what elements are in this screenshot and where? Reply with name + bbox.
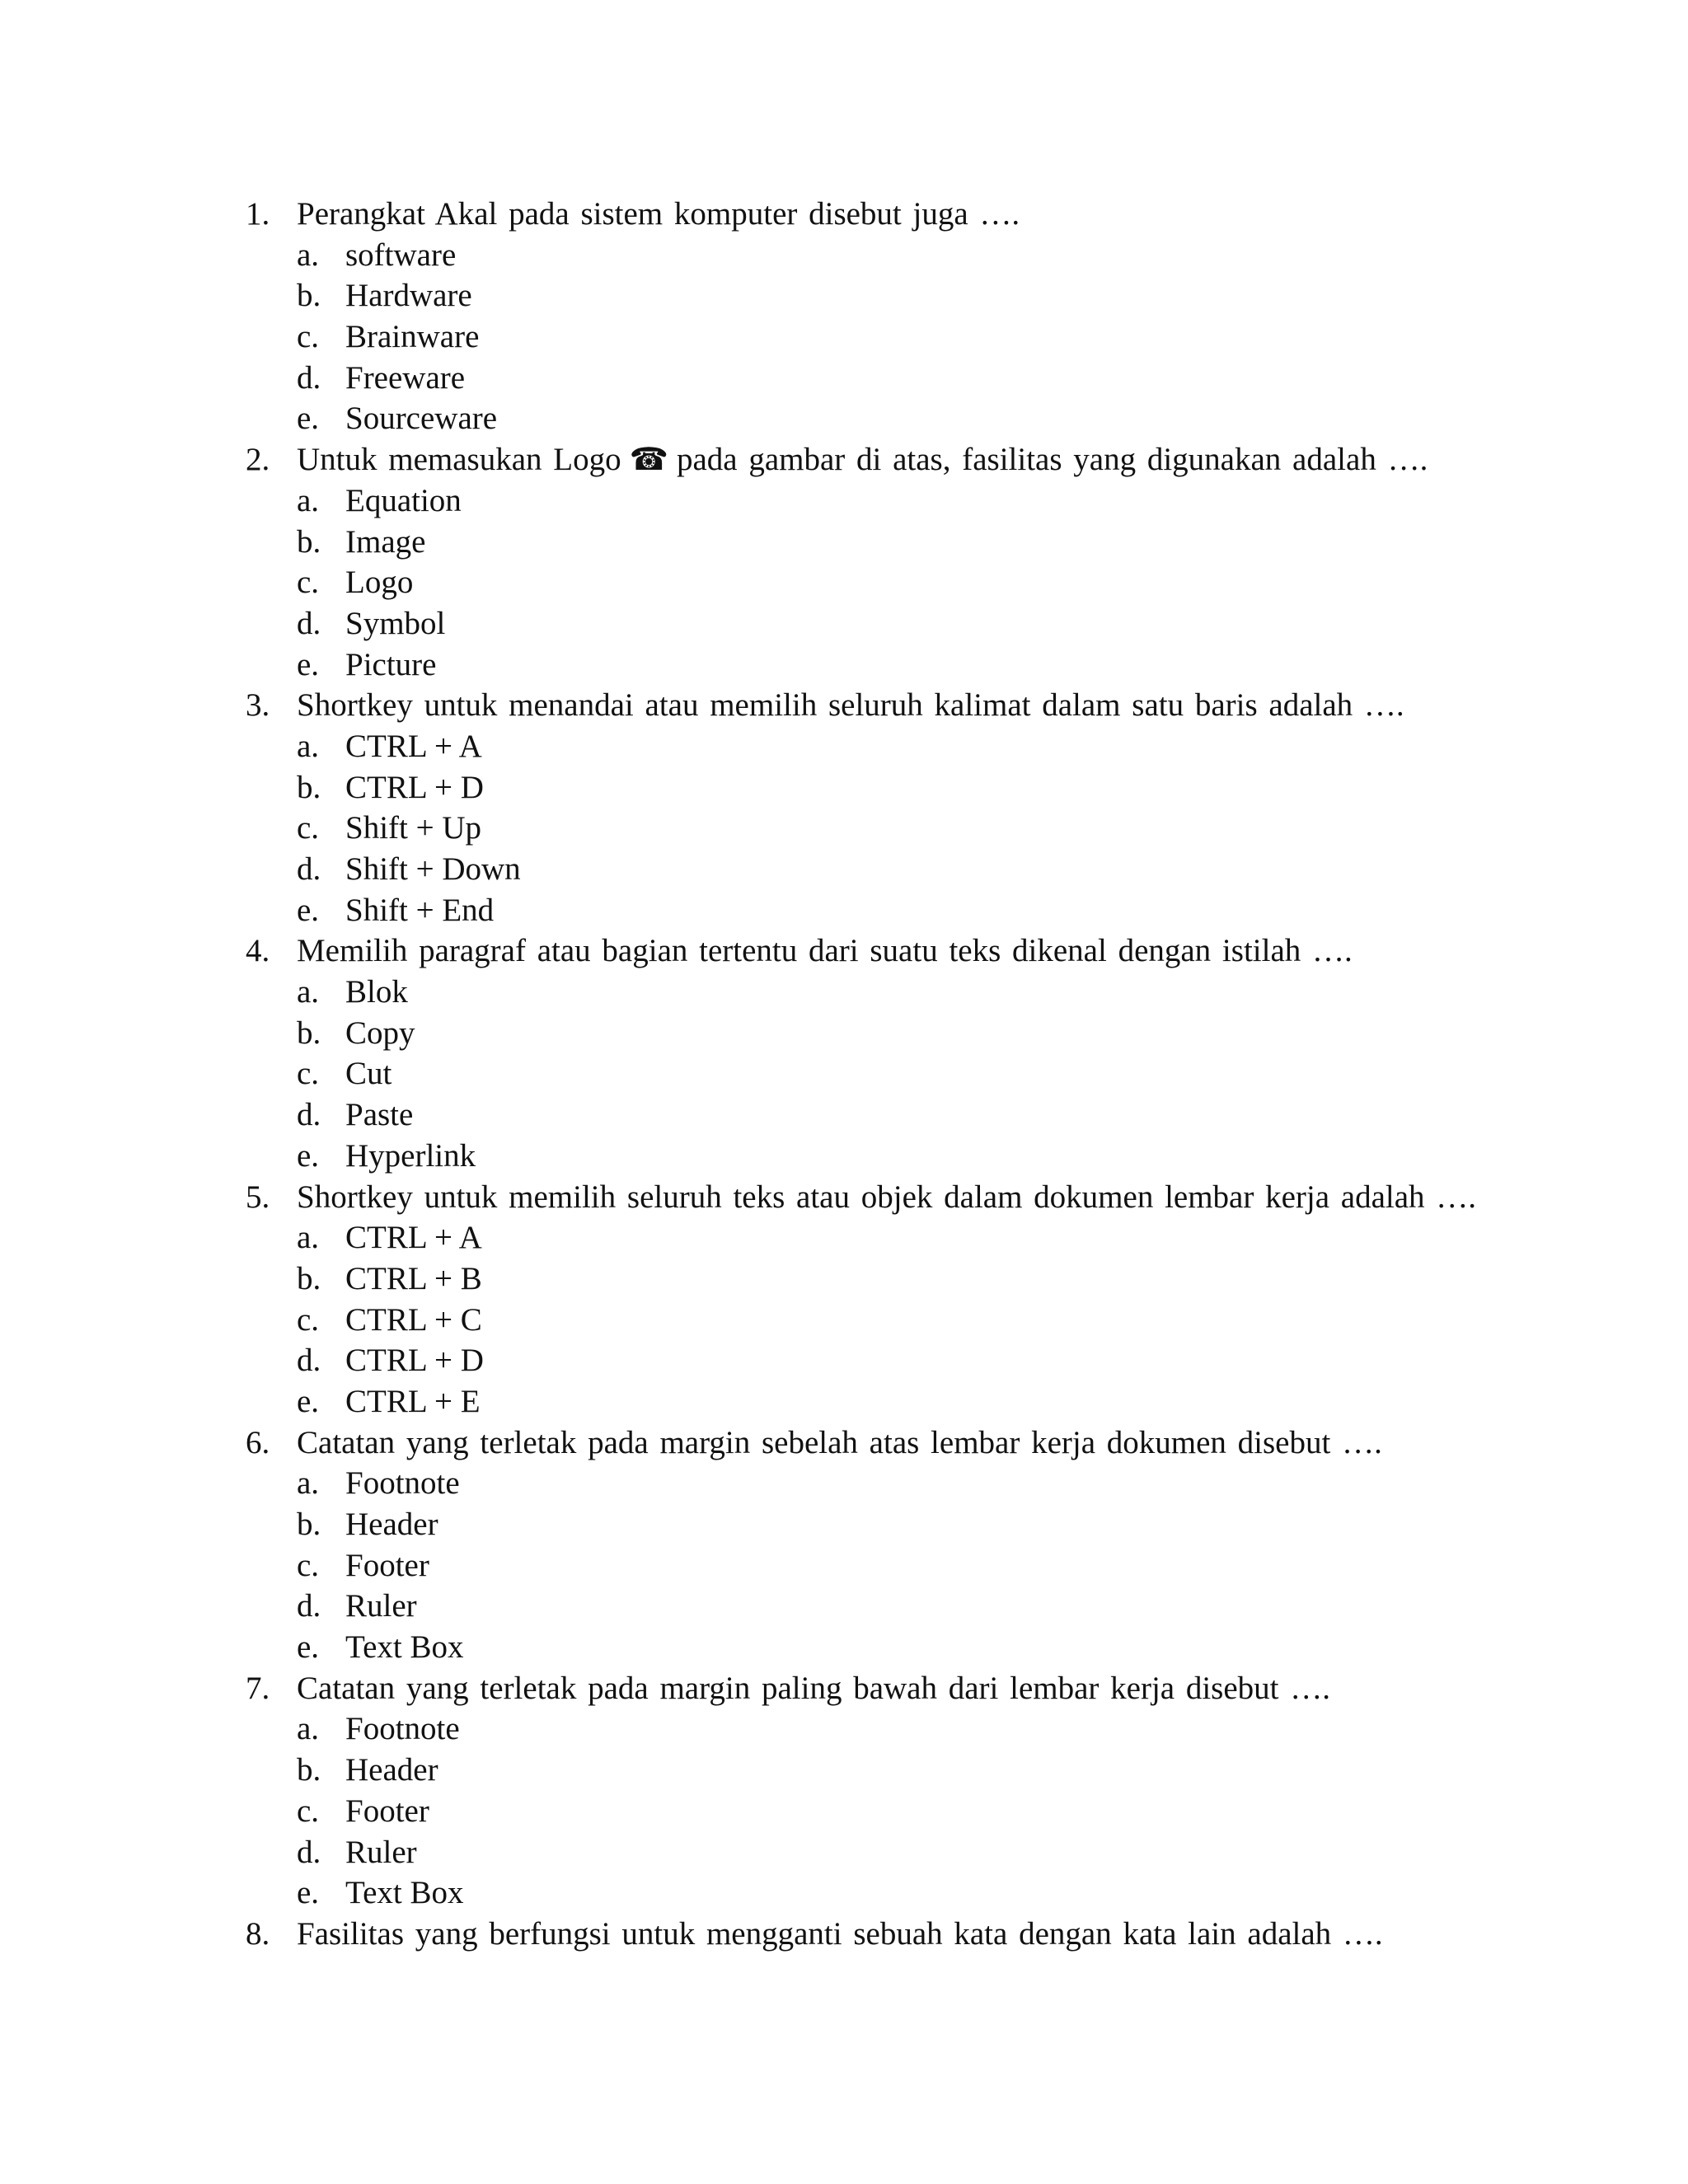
option-text: Brainware (345, 319, 480, 355)
option-text: Ruler (345, 1834, 417, 1870)
question-3 (246, 685, 1531, 930)
option-letter: d. (297, 1097, 321, 1133)
option-2c (297, 562, 1531, 603)
option-text: Footer (345, 1547, 429, 1583)
option-text: Hardware (345, 278, 472, 314)
option-6e (297, 1627, 1531, 1668)
question-number: 8. (246, 1915, 270, 1952)
option-4d (297, 1094, 1531, 1136)
option-list (246, 1217, 1531, 1422)
option-text: software (345, 237, 457, 273)
option-3a (297, 726, 1531, 767)
option-2e (297, 644, 1531, 686)
question-1 (246, 194, 1531, 439)
question-7-line (246, 1668, 1531, 1709)
option-text: Cut (345, 1056, 392, 1092)
option-4e (297, 1136, 1531, 1177)
question-5 (246, 1177, 1531, 1422)
option-list (246, 235, 1531, 439)
option-text: Blok (345, 974, 408, 1010)
option-text: Text Box (345, 1875, 464, 1911)
option-letter: d. (297, 1588, 321, 1624)
option-4c (297, 1053, 1531, 1094)
option-text: Header (345, 1752, 438, 1788)
option-text: Header (345, 1507, 438, 1542)
option-6a (297, 1463, 1531, 1504)
option-list (246, 726, 1531, 930)
option-6c (297, 1545, 1531, 1586)
option-letter: d. (297, 1343, 321, 1379)
question-text-before-icon: Untuk memasukan Logo (297, 442, 621, 478)
option-text: Shift + End (345, 892, 495, 928)
option-letter: d. (297, 359, 321, 396)
option-2b (297, 522, 1531, 563)
option-1b (297, 275, 1531, 316)
option-1a (297, 235, 1531, 276)
option-letter: b. (297, 278, 321, 314)
option-letter: d. (297, 851, 321, 887)
option-4b (297, 1013, 1531, 1054)
option-letter: b. (297, 769, 321, 805)
question-1-line (246, 194, 1531, 235)
question-7 (246, 1668, 1531, 1914)
question-number: 4. (246, 933, 270, 969)
option-letter: a. (297, 237, 320, 273)
option-text: Symbol (345, 605, 446, 641)
option-text: CTRL + D (345, 1343, 484, 1379)
question-number: 1. (246, 196, 270, 232)
option-letter: e. (297, 401, 320, 437)
option-letter: b. (297, 1507, 321, 1542)
question-text: Fasilitas yang berfungsi untuk mengganti sebuah kata dengan kata lain adalah …. (297, 1915, 1383, 1952)
question-number: 5. (246, 1179, 270, 1215)
option-text: CTRL + A (345, 1220, 482, 1256)
option-letter: a. (297, 482, 320, 518)
option-text: CTRL + D (345, 769, 484, 805)
option-text: Hyperlink (345, 1137, 476, 1174)
question-6-line (246, 1422, 1531, 1464)
option-1c (297, 316, 1531, 358)
option-letter: c. (297, 565, 320, 601)
question-text: Perangkat Akal pada sistem komputer disebut juga …. (297, 196, 1020, 232)
question-text: Catatan yang terletak pada margin sebelah atas lembar kerja dokumen disebut …. (297, 1424, 1382, 1460)
option-letter: c. (297, 1301, 320, 1338)
question-text: Shortkey untuk menandai atau memilih seluruh kalimat dalam satu baris adalah …. (297, 687, 1404, 724)
option-text: Paste (345, 1097, 414, 1133)
question-5-line (246, 1177, 1531, 1218)
option-text: Footer (345, 1793, 429, 1829)
option-letter: b. (297, 523, 321, 560)
option-7c (297, 1791, 1531, 1832)
question-text: Memilih paragraf atau bagian tertentu dari suatu teks dikenal dengan istilah …. (297, 933, 1353, 969)
option-3d (297, 849, 1531, 890)
option-1d (297, 358, 1531, 399)
option-letter: a. (297, 1711, 320, 1747)
option-text: Footnote (345, 1711, 460, 1747)
option-text: CTRL + A (345, 728, 482, 764)
option-letter: b. (297, 1015, 321, 1051)
option-letter: d. (297, 605, 321, 641)
option-text: Text Box (345, 1629, 464, 1666)
option-letter: c. (297, 319, 320, 355)
option-text: Ruler (345, 1588, 417, 1624)
option-3e (297, 890, 1531, 931)
option-letter: e. (297, 646, 320, 682)
option-2a (297, 480, 1531, 522)
option-letter: c. (297, 810, 320, 846)
option-letter: c. (297, 1793, 320, 1829)
option-letter: d. (297, 1834, 321, 1870)
option-list (246, 1708, 1531, 1913)
option-text: Shift + Down (345, 851, 521, 887)
option-4a (297, 972, 1531, 1013)
option-text: Picture (345, 646, 437, 682)
option-text: Freeware (345, 359, 466, 396)
option-text: Shift + Up (345, 810, 482, 846)
option-text: Logo (345, 565, 414, 601)
question-number: 7. (246, 1670, 270, 1706)
question-text: Catatan yang terletak pada margin paling bawah dari lembar kerja disebut …. (297, 1670, 1331, 1706)
option-letter: a. (297, 1465, 320, 1502)
question-text: Shortkey untuk memilih seluruh teks atau objek dalam dokumen lembar kerja adalah …. (297, 1179, 1477, 1215)
option-letter: e. (297, 892, 320, 928)
question-text (297, 439, 1428, 480)
question-2 (246, 439, 1531, 685)
option-text: Image (345, 523, 426, 560)
option-text: Equation (345, 482, 462, 518)
question-text-after-icon: pada gambar di atas, fasilitas yang digunakan adalah …. (676, 442, 1428, 478)
question-4 (246, 930, 1531, 1176)
option-5a (297, 1217, 1531, 1258)
option-5e (297, 1381, 1531, 1422)
question-list (246, 194, 1531, 1955)
option-letter: e. (297, 1137, 320, 1174)
question-number: 3. (246, 687, 270, 724)
telephone-icon: ☎ (629, 441, 668, 478)
option-text: Copy (345, 1015, 415, 1051)
option-5c (297, 1300, 1531, 1341)
option-text: CTRL + C (345, 1301, 482, 1338)
option-3c (297, 808, 1531, 849)
option-text: Footnote (345, 1465, 460, 1502)
option-2d (297, 603, 1531, 644)
option-letter: c. (297, 1056, 320, 1092)
option-1e (297, 398, 1531, 439)
option-letter: b. (297, 1260, 321, 1296)
question-6 (246, 1422, 1531, 1668)
option-list (246, 1463, 1531, 1667)
question-3-line (246, 685, 1531, 726)
option-5d (297, 1340, 1531, 1381)
option-text: CTRL + E (345, 1383, 481, 1419)
option-letter: b. (297, 1752, 321, 1788)
option-6b (297, 1504, 1531, 1545)
option-7d (297, 1832, 1531, 1873)
option-7a (297, 1708, 1531, 1750)
option-letter: e. (297, 1383, 320, 1419)
option-6d (297, 1586, 1531, 1627)
question-number: 6. (246, 1424, 270, 1460)
question-4-line (246, 930, 1531, 972)
option-letter: a. (297, 728, 320, 764)
option-letter: a. (297, 1220, 320, 1256)
option-text: CTRL + B (345, 1260, 482, 1296)
option-letter: a. (297, 974, 320, 1010)
option-letter: c. (297, 1547, 320, 1583)
question-2-line (246, 439, 1531, 480)
option-letter: e. (297, 1875, 320, 1911)
option-7b (297, 1750, 1531, 1791)
question-number: 2. (246, 442, 270, 478)
question-8-line (246, 1914, 1531, 1955)
option-text: Sourceware (345, 401, 498, 437)
option-3b (297, 767, 1531, 808)
option-7e (297, 1872, 1531, 1914)
option-letter: e. (297, 1629, 320, 1666)
option-list (246, 972, 1531, 1176)
option-list (246, 480, 1531, 685)
question-8 (246, 1914, 1531, 1955)
option-5b (297, 1258, 1531, 1300)
